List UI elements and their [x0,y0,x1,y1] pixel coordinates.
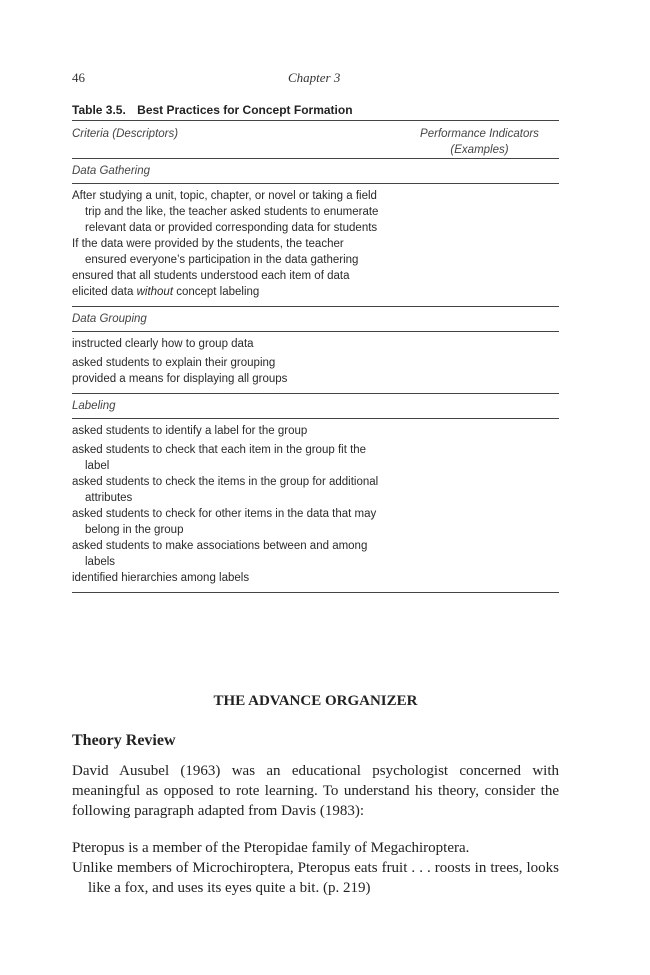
section-title: THE ADVANCE ORGANIZER [213,693,418,709]
criteria-item: provided a means for displaying all groups [72,373,288,385]
table-column-headers [72,121,559,158]
table-title: Best Practices for Concept Formation [137,103,353,117]
column-header-performance-line1: Performance Indicators [420,128,539,140]
body-paragraph: David Ausubel (1963) was an educational psychologist concerned with meaningful as opposed to rote learning. To understand his theory, consider the following paragraph adapted from Davis (1983): [72,763,559,819]
table-section-heading: Data Grouping [72,313,147,325]
subsection-heading: Theory Review [72,732,176,749]
table-label: Table 3.5. [72,103,126,117]
criteria-item: ensured that all students understood each item of data [72,270,350,282]
criteria-item-text: concept labeling [173,286,260,298]
best-practices-table [72,120,559,593]
criteria-item: asked students to make associations between and among labels [72,540,368,568]
table-section-heading: Data Gathering [72,165,150,177]
criteria-item-text: elicited data [72,286,137,298]
page-number: 46 [72,70,85,85]
column-header-criteria: Criteria (Descriptors) [72,128,179,140]
table-section-items [72,419,559,592]
column-header-performance [412,126,547,158]
criteria-item: asked students to check the items in the group for additional attributes [72,476,379,504]
column-header-performance-line2: (Examples) [450,144,509,156]
table-section-heading: Labeling [72,400,116,412]
criteria-item: After studying a unit, topic, chapter, or novel or taking a field trip and the like, the teacher asked students to enumerate relevant data or provided corresponding data for students [72,190,379,234]
quote-line: Unlike members of Microchiroptera, Pteropus eats fruit . . . roosts in trees, looks like a fox, and uses its eyes quite a bit. (p. 219) [72,860,559,896]
criteria-item: asked students to check for other items in the data that may belong in the group [72,508,377,536]
criteria-item: asked students to check that each item in the group fit the label [72,444,367,472]
criteria-item: asked students to explain their grouping [72,357,276,369]
table-section-items [72,332,559,393]
criteria-item [72,284,385,300]
criteria-item: instructed clearly how to group data [72,338,254,350]
chapter-title: Chapter 3 [288,70,341,85]
quote-line: Pteropus is a member of the Pteropidae family of Megachiroptera. [72,840,470,856]
criteria-item: If the data were provided by the students, the teacher ensured everyone’s participation in the data gathering [72,238,359,266]
criteria-item-emphasis: without [136,286,174,298]
criteria-item: asked students to identify a label for the group [72,425,308,437]
block-quote [72,838,559,898]
table-bottom-rule [72,592,559,593]
criteria-item: identified hierarchies among labels [72,572,250,584]
running-head [72,70,559,86]
table-caption [72,103,353,117]
table-section-items [72,184,559,306]
